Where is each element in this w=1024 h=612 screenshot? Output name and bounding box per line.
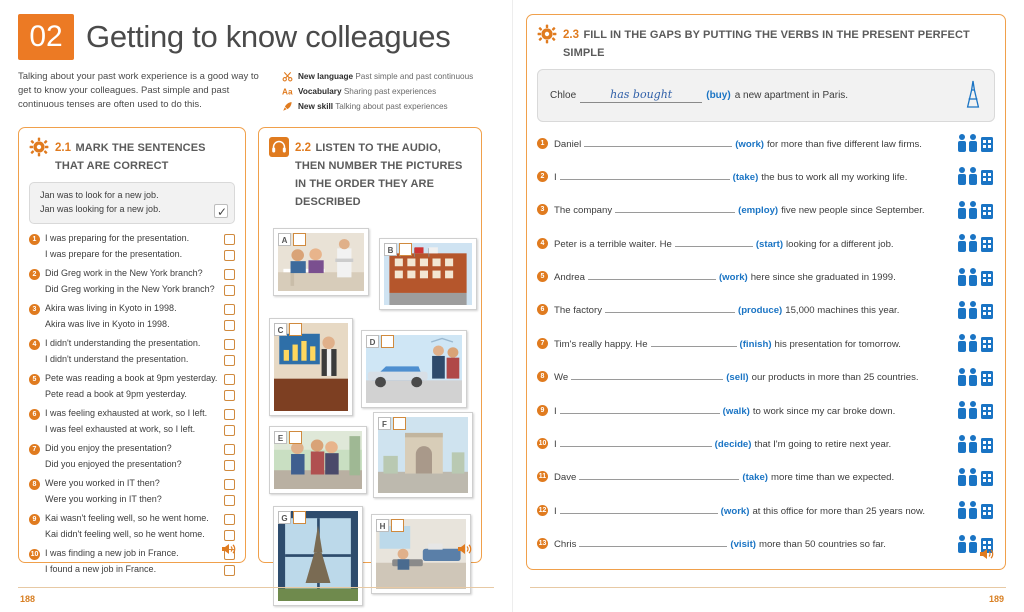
question-item — [29, 407, 235, 436]
option-b-checkbox[interactable] — [224, 460, 235, 471]
sentence-post: five new people since September. — [781, 205, 925, 217]
key-vocabulary — [282, 85, 473, 98]
verb-prompt: (take) — [732, 171, 759, 183]
gap-fill-item — [537, 198, 995, 222]
question-body — [45, 302, 235, 331]
office-building-flags-image — [384, 243, 472, 305]
option-b-text: I was prepare for the presentation. — [45, 248, 183, 259]
headphones-icon — [269, 137, 289, 157]
photo-label: A — [278, 233, 291, 246]
photo-e — [269, 426, 367, 494]
key-desc: Past simple and past continuous — [355, 72, 474, 81]
option-b-text: I was feel exhausted at work, so I left. — [45, 423, 196, 434]
photo-number-box[interactable] — [391, 519, 404, 532]
sentence-post: 15,000 machines this year. — [785, 305, 900, 317]
question-number: 8 — [29, 479, 40, 490]
option-b-checkbox[interactable] — [224, 355, 235, 366]
option-b-checkbox[interactable] — [224, 250, 235, 261]
photo-c — [269, 318, 353, 416]
sample-written-answer: has bought — [580, 88, 702, 103]
item-sentence — [554, 303, 949, 316]
sample-line-a: Jan was to look for a new job. — [40, 190, 159, 201]
answer-blank[interactable] — [651, 337, 737, 347]
gap-fill-item — [537, 298, 995, 322]
key-label: Vocabulary — [298, 87, 342, 97]
question-number: 7 — [29, 444, 40, 455]
verb-prompt: (work) — [718, 272, 748, 284]
option-b-checkbox[interactable] — [224, 285, 235, 296]
people-walking-street-image — [274, 431, 362, 489]
sentence-pre: Andrea — [554, 272, 585, 284]
question-number: 3 — [29, 304, 40, 315]
sentence-post: our products in more than 25 countries. — [751, 372, 919, 384]
question-body — [45, 407, 235, 436]
question-item — [29, 477, 235, 506]
question-number: 9 — [29, 514, 40, 525]
item-number: 2 — [537, 171, 548, 182]
sentence-post: the bus to work all my working life. — [761, 171, 908, 183]
option-a-text: I didn't understanding the presentation. — [45, 338, 201, 349]
option-a-checkbox[interactable] — [224, 479, 235, 490]
gap-fill-item — [537, 498, 995, 522]
option-a-text: Did you enjoy the presentation? — [45, 443, 172, 454]
question-item — [29, 372, 235, 401]
page-number-right: 189 — [988, 594, 1004, 604]
answer-blank[interactable] — [675, 237, 753, 247]
option-a-text: I was finding a new job in France. — [45, 548, 179, 559]
option-a-checkbox[interactable] — [224, 444, 235, 455]
item-number: 4 — [537, 238, 548, 249]
question-item — [29, 337, 235, 366]
sentence-pre: I — [554, 505, 557, 517]
verb-prompt: (employ) — [738, 205, 779, 217]
exercise-2-1-sample — [29, 182, 235, 224]
exercise-2-1-number: 2.1 — [55, 142, 71, 155]
answer-blank[interactable] — [560, 404, 720, 414]
broken-car-icon — [955, 398, 995, 422]
question-number: 10 — [30, 551, 39, 559]
option-b-text: I didn't understand the presentation. — [45, 353, 189, 364]
option-b-text: Kai didn't feeling well, so he went home. — [45, 528, 205, 539]
sample-pre: Chloe — [550, 90, 577, 101]
answer-blank[interactable] — [560, 170, 730, 180]
sentence-pre: Peter is a terrible waiter. He — [554, 238, 672, 250]
kitchen-icon — [955, 265, 995, 289]
exercise-2-2 — [258, 127, 482, 563]
photo-g — [273, 506, 363, 606]
sample-verb: (buy) — [706, 90, 731, 101]
photo-number-box[interactable] — [293, 233, 306, 246]
presentation-icon — [955, 331, 995, 355]
exercise-2-1-list — [29, 232, 235, 576]
item-sentence — [554, 504, 949, 517]
gap-fill-item — [537, 164, 995, 188]
rocket-icon — [282, 101, 293, 112]
intro-text: Talking about your past work experience is a good way to get to know your colleagues. Past simple and past continuous tenses are often used to do this. — [18, 71, 259, 110]
option-b-checkbox[interactable] — [224, 495, 235, 506]
option-b-text: Pete read a book at 9pm yesterday. — [45, 388, 187, 399]
exercise-2-1 — [18, 127, 246, 574]
key-desc: Talking about past experiences — [335, 102, 448, 112]
item-sentence — [554, 137, 949, 150]
item-number: 11 — [538, 473, 547, 481]
verb-prompt: (decide) — [714, 439, 752, 451]
option-b-text: I found a new job in France. — [45, 563, 157, 574]
sentence-pre: Tim's really happy. He — [554, 338, 648, 350]
question-body — [45, 232, 235, 261]
exercise-columns — [18, 127, 494, 574]
photo-label: D — [366, 335, 379, 348]
answer-blank[interactable] — [615, 203, 735, 213]
office-people-icon — [955, 131, 995, 155]
photo-label: B — [384, 243, 397, 256]
photo-number-box[interactable] — [399, 243, 412, 256]
factory-icon — [955, 298, 995, 322]
option-b-checkbox[interactable] — [224, 425, 235, 436]
sentence-post: looking for a different job. — [786, 238, 894, 250]
page-seam — [512, 0, 513, 612]
verb-prompt: (take) — [742, 472, 768, 484]
option-b-checkbox[interactable] — [224, 530, 235, 541]
gap-fill-item — [537, 231, 995, 255]
workers-icon — [955, 198, 995, 222]
sentence-pre: Dave — [554, 472, 577, 484]
item-sentence — [554, 270, 949, 283]
question-number: 2 — [29, 269, 40, 280]
key-desc: Sharing past experiences — [343, 87, 437, 97]
photo-label: F — [378, 417, 391, 430]
office-desk-icon — [955, 498, 995, 522]
verb-prompt: (finish) — [739, 338, 772, 350]
option-b-checkbox[interactable] — [224, 320, 235, 331]
waiter-spill-icon — [955, 231, 995, 255]
exercise-2-3-sample — [537, 69, 995, 122]
option-b-text: Were you working in IT then? — [45, 493, 162, 504]
photo-label: E — [274, 431, 287, 444]
question-body — [45, 512, 235, 541]
presentation-icon — [955, 331, 995, 355]
page-number-left: 188 — [20, 594, 36, 604]
sentence-pre: The factory — [554, 305, 602, 317]
item-sentence — [554, 437, 949, 450]
question-number: 4 — [29, 339, 40, 350]
photo-area — [269, 218, 471, 610]
sample-line-b: Jan was looking for a new job. — [40, 204, 161, 215]
sentence-pre: I — [554, 405, 557, 417]
question-item — [29, 442, 235, 471]
sentence-post: at this office for more than 25 years now. — [752, 505, 926, 517]
verb-prompt: (work) — [735, 138, 764, 150]
question-number: 6 — [29, 409, 40, 420]
answer-blank[interactable] — [605, 303, 735, 313]
photo-label: H — [376, 519, 389, 532]
question-body — [45, 267, 235, 296]
exercise-2-3-list — [537, 131, 995, 556]
scissors-icon — [282, 71, 293, 82]
option-b-text: Akira was live in Kyoto in 1998. — [45, 318, 170, 329]
verb-prompt: (start) — [755, 238, 784, 250]
item-number: 5 — [537, 271, 548, 282]
option-a-text: Akira was living in Kyoto in 1998. — [45, 303, 177, 314]
verb-prompt: (walk) — [722, 405, 750, 417]
item-sentence — [554, 537, 949, 550]
key-new-skill — [282, 100, 473, 113]
answer-blank[interactable] — [579, 537, 727, 547]
option-b-text: Did Greg working in the New York branch? — [45, 283, 215, 294]
option-a-text: Pete was reading a book at 9pm yesterday. — [45, 373, 218, 384]
item-sentence — [554, 170, 949, 183]
option-a-checkbox[interactable] — [224, 409, 235, 420]
question-item — [29, 547, 235, 576]
gear-icon — [29, 137, 49, 157]
sample-post: a new apartment in Paris. — [734, 90, 849, 101]
option-a-checkbox[interactable] — [224, 339, 235, 350]
globe-people-icon — [955, 365, 995, 389]
bus-icon — [955, 164, 995, 188]
sentence-post: more than 50 countries so far. — [758, 539, 886, 551]
factory-icon — [955, 298, 995, 322]
meeting-table-icon — [955, 465, 995, 489]
option-a-checkbox[interactable] — [224, 234, 235, 245]
question-body — [45, 337, 235, 366]
exercise-2-2-header — [269, 138, 471, 210]
workers-icon — [955, 198, 995, 222]
answer-blank[interactable] — [579, 470, 739, 480]
exercise-2-3-title: FILL IN THE GAPS BY PUTTING THE VERBS IN THE PRESENT PERFECT SIMPLE — [563, 29, 970, 59]
speaker-icon[interactable] — [979, 547, 995, 561]
right-page — [512, 0, 1024, 612]
sentence-pre: The company — [554, 205, 613, 217]
question-body — [45, 372, 235, 401]
gap-fill-item — [537, 432, 995, 456]
living-room-laptop-image — [376, 519, 466, 589]
question-body — [45, 477, 235, 506]
question-number: 5 — [29, 374, 40, 385]
sentence-pre: I — [554, 439, 557, 451]
exercise-2-3-number: 2.3 — [563, 29, 579, 41]
item-number: 13 — [538, 540, 547, 548]
item-number: 6 — [537, 304, 548, 315]
item-number: 10 — [538, 440, 547, 448]
item-sentence — [554, 237, 949, 250]
question-number: 1 — [29, 234, 40, 245]
sentence-post: more time than we expected. — [771, 472, 895, 484]
photo-number-box[interactable] — [289, 431, 302, 444]
sentence-post: to work since my car broke down. — [752, 405, 896, 417]
photo-b — [379, 238, 477, 310]
item-number: 9 — [537, 405, 548, 416]
photo-a — [273, 228, 369, 296]
key-label: New language — [298, 72, 354, 81]
photo-label: G — [278, 511, 291, 524]
bus-icon — [955, 164, 995, 188]
answer-blank[interactable] — [584, 137, 732, 147]
item-sentence — [554, 404, 949, 417]
option-b-checkbox[interactable] — [224, 565, 235, 576]
question-item — [29, 232, 235, 261]
kitchen-icon — [955, 265, 995, 289]
question-item — [29, 302, 235, 331]
meeting-table-icon — [955, 465, 995, 489]
verb-prompt: (work) — [720, 505, 750, 517]
page-title: Getting to know colleagues — [86, 19, 451, 54]
gap-fill-item — [537, 465, 995, 489]
photo-number-box[interactable] — [393, 417, 406, 430]
retired-people-icon — [955, 432, 995, 456]
option-a-text: Did Greg work in the New York branch? — [45, 268, 203, 279]
option-a-checkbox[interactable] — [224, 514, 235, 525]
verb-prompt: (produce) — [738, 305, 783, 317]
verb-prompt: (sell) — [726, 372, 749, 384]
option-a-text: I was feeling exhausted at work, so I left. — [45, 408, 208, 419]
key-label: New skill — [298, 102, 334, 112]
item-number: 1 — [537, 138, 548, 149]
gap-fill-item — [537, 265, 995, 289]
sentence-post: for more than five different law firms. — [766, 138, 922, 150]
gear-icon — [537, 24, 557, 44]
aa-icon — [282, 86, 293, 97]
checkbox-checked — [214, 204, 228, 218]
key-new-language — [282, 70, 473, 83]
question-item — [29, 267, 235, 296]
exercise-2-1-title: MARK THE SENTENCES THAT ARE CORRECT — [55, 142, 206, 173]
office-people-icon — [955, 131, 995, 155]
question-body — [45, 547, 235, 576]
item-sentence — [554, 337, 949, 350]
option-a-text: Were you worked in IT then? — [45, 478, 160, 489]
option-a-text: I was preparing for the presentation. — [45, 233, 190, 244]
item-number: 3 — [537, 204, 548, 215]
sentence-pre: We — [554, 372, 569, 384]
gap-fill-item — [537, 331, 995, 355]
sentence-pre: Chris — [554, 539, 577, 551]
question-item — [29, 512, 235, 541]
sentence-pre: Daniel — [554, 138, 582, 150]
sentence-post: his presentation for tomorrow. — [774, 338, 901, 350]
option-a-checkbox[interactable] — [224, 269, 235, 280]
globe-people-icon — [955, 365, 995, 389]
option-b-text: Did you enjoyed the presentation? — [45, 458, 182, 469]
unit-header — [18, 14, 494, 60]
answer-blank[interactable] — [571, 370, 723, 380]
photo-d — [361, 330, 467, 408]
item-number: 12 — [538, 506, 547, 514]
photo-number-box[interactable] — [289, 323, 302, 336]
gap-fill-item — [537, 398, 995, 422]
arc-de-triomphe-image — [378, 417, 468, 493]
option-a-checkbox[interactable] — [224, 304, 235, 315]
answer-blank[interactable] — [588, 270, 716, 280]
item-number: 7 — [537, 338, 548, 349]
gap-fill-item — [537, 131, 995, 155]
intro-keys — [282, 70, 473, 115]
office-desk-icon — [955, 498, 995, 522]
option-b-checkbox[interactable] — [224, 390, 235, 401]
broken-car-icon — [955, 398, 995, 422]
exercise-2-1-header — [29, 138, 235, 174]
exercise-2-3 — [526, 14, 1006, 570]
answer-blank[interactable] — [560, 504, 718, 514]
exercise-2-3-header — [537, 25, 995, 61]
exercise-2-2-title: LISTEN TO THE AUDIO, THEN NUMBER THE PICTURES IN THE ORDER THEY ARE DESCRIBED — [295, 142, 463, 209]
question-body — [45, 442, 235, 471]
item-sentence — [554, 370, 949, 383]
verb-prompt: (visit) — [730, 539, 756, 551]
option-a-checkbox[interactable] — [224, 374, 235, 385]
exercise-2-2-number: 2.2 — [295, 142, 311, 155]
speaker-icon[interactable] — [457, 542, 473, 556]
speaker-icon[interactable] — [221, 542, 237, 556]
retired-people-icon — [955, 432, 995, 456]
item-sentence — [554, 203, 949, 216]
svg-text:Aa: Aa — [282, 87, 293, 97]
sentence-post: here since she graduated in 1999. — [750, 272, 896, 284]
gap-fill-item — [537, 532, 995, 556]
item-sentence — [554, 470, 949, 483]
photo-label: C — [274, 323, 287, 336]
photo-h — [371, 514, 471, 594]
option-a-text: Kai wasn't feeling well, so he went home. — [45, 513, 209, 524]
intro-row — [18, 70, 494, 115]
item-number: 8 — [537, 371, 548, 382]
photo-number-box[interactable] — [293, 511, 306, 524]
sentence-pre: I — [554, 171, 557, 183]
footer-rule — [18, 587, 494, 588]
photo-number-box[interactable] — [381, 335, 394, 348]
answer-blank[interactable] — [560, 437, 712, 447]
gap-fill-item — [537, 365, 995, 389]
unit-number: 02 — [18, 14, 74, 60]
waiter-spill-icon — [955, 231, 995, 255]
man-presenting-chart-image — [274, 323, 348, 411]
eiffel-tower-icon — [964, 79, 982, 112]
sentence-post: that I'm going to retire next year. — [754, 439, 892, 451]
photo-f — [373, 412, 473, 498]
footer-rule — [530, 587, 1006, 588]
